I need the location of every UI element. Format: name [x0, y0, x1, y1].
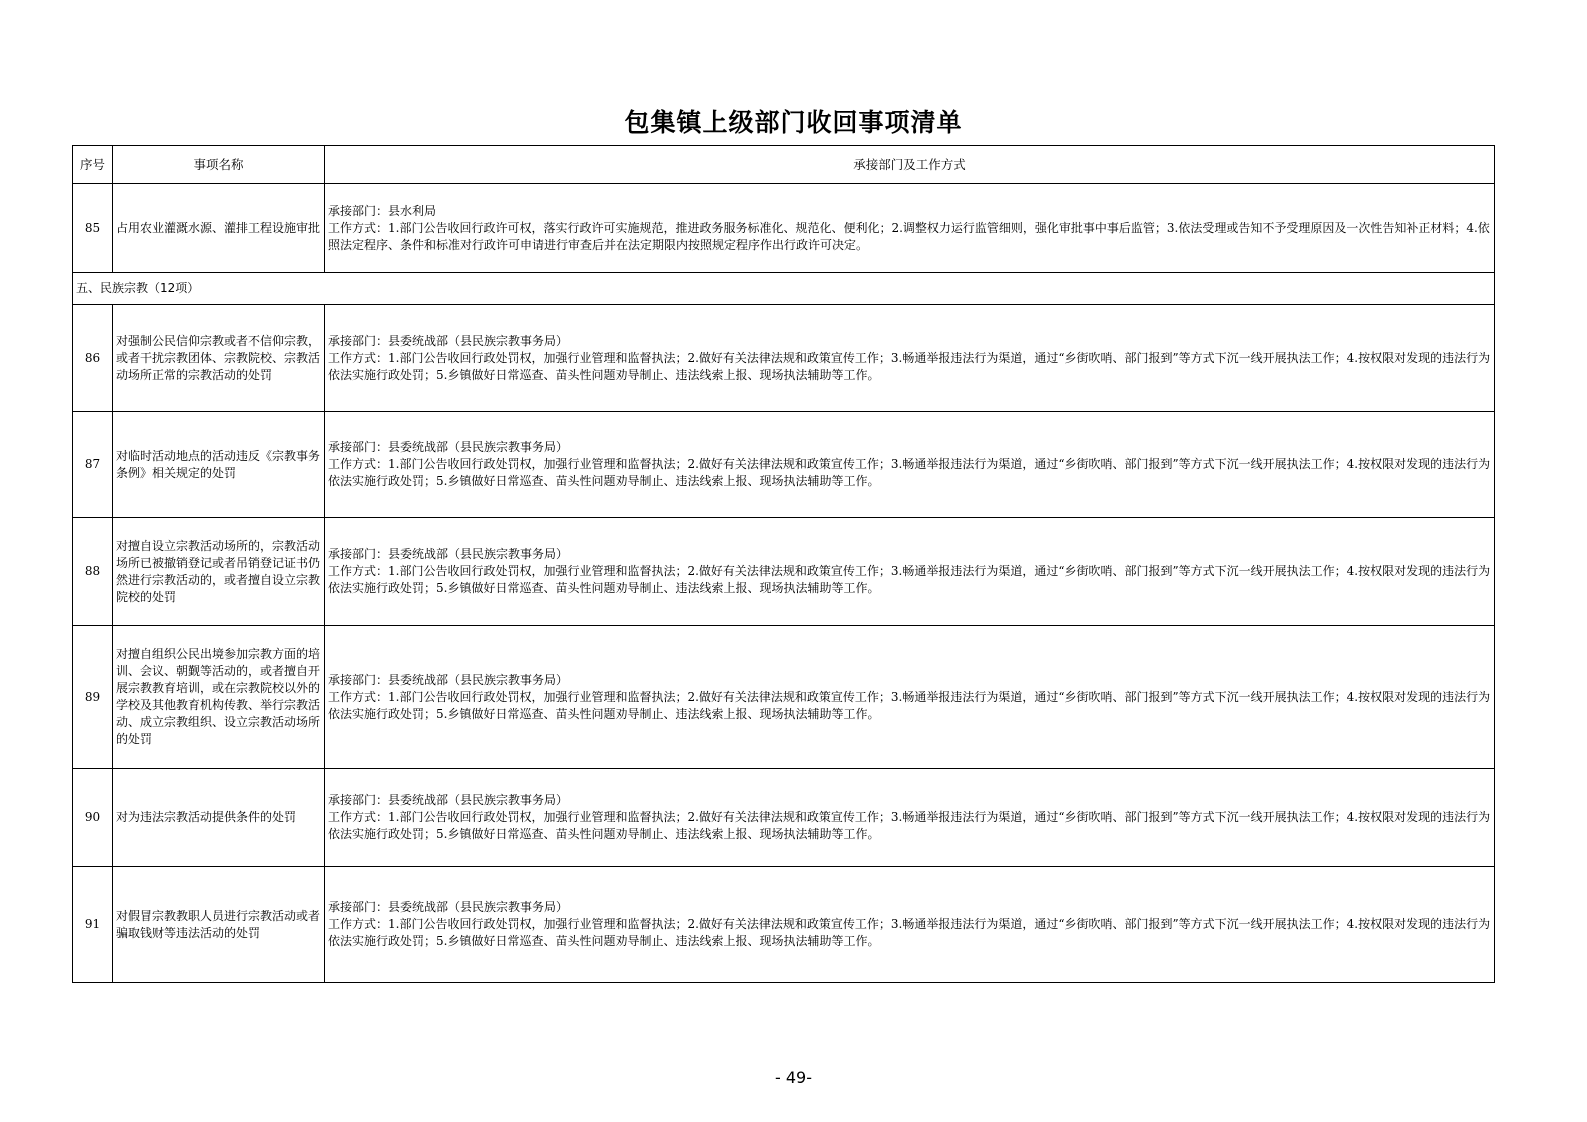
row-number: 86	[73, 305, 113, 412]
item-name: 对临时活动地点的活动违反《宗教事务条例》相关规定的处罚	[113, 412, 325, 518]
table-header-row	[73, 146, 1495, 184]
document-title: 包集镇上级部门收回事项清单	[624, 108, 963, 137]
table-row	[73, 867, 1495, 983]
method-line: 工作方式：1.部门公告收回行政处罚权，加强行业管理和监督执法；2.做好有关法律法规和政策宣传工作；3.畅通举报违法行为渠道，通过“乡街吹哨、部门报到”等方式下沉一线开展执法工作；4.按权限对发现的违法行为依法实施行政处罚；5.乡镇做好日常巡查、苗头性问题劝导制止、违法线索上报、现场执法辅助等工作。	[328, 810, 1491, 841]
method-line: 工作方式：1.部门公告收回行政处罚权，加强行业管理和监督执法；2.做好有关法律法规和政策宣传工作；3.畅通举报违法行为渠道，通过“乡街吹哨、部门报到”等方式下沉一线开展执法工作；4.按权限对发现的违法行为依法实施行政处罚；5.乡镇做好日常巡查、苗头性问题劝导制止、违法线索上报、现场执法辅助等工作。	[328, 564, 1491, 595]
row-number: 90	[73, 769, 113, 867]
dept-line: 承接部门：县委统战部（县民族宗教事务局）	[328, 440, 569, 454]
row-number: 87	[73, 412, 113, 518]
row-number: 89	[73, 626, 113, 769]
item-name: 对假冒宗教教职人员进行宗教活动或者骗取钱财等违法活动的处罚	[113, 867, 325, 983]
dept-line: 承接部门：县水利局	[328, 203, 437, 218]
dept-line: 承接部门：县委统战部（县民族宗教事务局）	[328, 672, 569, 687]
table-row	[73, 518, 1495, 626]
row-number: 91	[73, 867, 113, 983]
table-row	[73, 305, 1495, 412]
table-row	[73, 184, 1495, 273]
item-name: 占用农业灌溉水源、灌排工程设施审批	[113, 184, 325, 273]
dept-cell	[325, 518, 1495, 626]
method-line: 工作方式：1.部门公告收回行政处罚权，加强行业管理和监督执法；2.做好有关法律法规和政策宣传工作；3.畅通举报违法行为渠道，通过“乡街吹哨、部门报到”等方式下沉一线开展执法工作；4.按权限对发现的违法行为依法实施行政处罚；5.乡镇做好日常巡查、苗头性问题劝导制止、违法线索上报、现场执法辅助等工作。	[328, 350, 1491, 382]
dept-line: 承接部门：县委统战部（县民族宗教事务局）	[328, 793, 569, 807]
table-row	[73, 626, 1495, 769]
item-name: 对强制公民信仰宗教或者不信仰宗教，或者干扰宗教团体、宗教院校、宗教活动场所正常的宗教活动的处罚	[113, 305, 325, 412]
dept-cell	[325, 769, 1495, 867]
method-line: 工作方式：1.部门公告收回行政许可权，落实行政许可实施规范，推进政务服务标准化、规范化、便利化；2.调整权力运行监管细则，强化审批事中事后监管；3.依法受理或告知不予受理原因及一次性告知补正材料；4.依照法定程序、条件和标准对行政许可申请进行审查后并在法定期限内按照规定程序作出行政许可决定。	[328, 220, 1490, 252]
table-row	[73, 769, 1495, 867]
item-name: 对擅自组织公民出境参加宗教方面的培训、会议、朝觐等活动的，或者擅自开展宗教教育培训，或在宗教院校以外的学校及其他教育机构传教、举行宗教活动、成立宗教组织、设立宗教活动场所的处罚	[113, 626, 325, 769]
section-row	[73, 273, 1495, 305]
row-number: 88	[73, 518, 113, 626]
page-number: - 49-	[775, 1068, 812, 1087]
method-line: 工作方式：1.部门公告收回行政处罚权，加强行业管理和监督执法；2.做好有关法律法规和政策宣传工作；3.畅通举报违法行为渠道，通过“乡街吹哨、部门报到”等方式下沉一线开展执法工作；4.按权限对发现的违法行为依法实施行政处罚；5.乡镇做好日常巡查、苗头性问题劝导制止、违法线索上报、现场执法辅助等工作。	[328, 917, 1491, 948]
section-label: 五、民族宗教（12项）	[73, 273, 1495, 305]
dept-cell	[325, 412, 1495, 518]
header-dept: 承接部门及工作方式	[325, 146, 1495, 184]
dept-cell	[325, 305, 1495, 412]
header-no: 序号	[73, 146, 113, 184]
dept-line: 承接部门：县委统战部（县民族宗教事务局）	[328, 333, 569, 348]
dept-cell	[325, 626, 1495, 769]
method-line: 工作方式：1.部门公告收回行政处罚权，加强行业管理和监督执法；2.做好有关法律法规和政策宣传工作；3.畅通举报违法行为渠道，通过“乡街吹哨、部门报到”等方式下沉一线开展执法工作；4.按权限对发现的违法行为依法实施行政处罚；5.乡镇做好日常巡查、苗头性问题劝导制止、违法线索上报、现场执法辅助等工作。	[328, 689, 1491, 721]
header-name: 事项名称	[113, 146, 325, 184]
table-row	[73, 412, 1495, 518]
dept-cell	[325, 867, 1495, 983]
dept-line: 承接部门：县委统战部（县民族宗教事务局）	[328, 547, 569, 561]
items-table	[72, 145, 1495, 983]
dept-cell	[325, 184, 1495, 273]
method-line: 工作方式：1.部门公告收回行政处罚权，加强行业管理和监督执法；2.做好有关法律法规和政策宣传工作；3.畅通举报违法行为渠道，通过“乡街吹哨、部门报到”等方式下沉一线开展执法工作；4.按权限对发现的违法行为依法实施行政处罚；5.乡镇做好日常巡查、苗头性问题劝导制止、违法线索上报、现场执法辅助等工作。	[328, 457, 1491, 488]
row-number: 85	[73, 184, 113, 273]
dept-line: 承接部门：县委统战部（县民族宗教事务局）	[328, 900, 569, 914]
item-name: 对擅自设立宗教活动场所的，宗教活动场所已被撤销登记或者吊销登记证书仍然进行宗教活动的，或者擅自设立宗教院校的处罚	[113, 518, 325, 626]
item-name: 对为违法宗教活动提供条件的处罚	[113, 769, 325, 867]
